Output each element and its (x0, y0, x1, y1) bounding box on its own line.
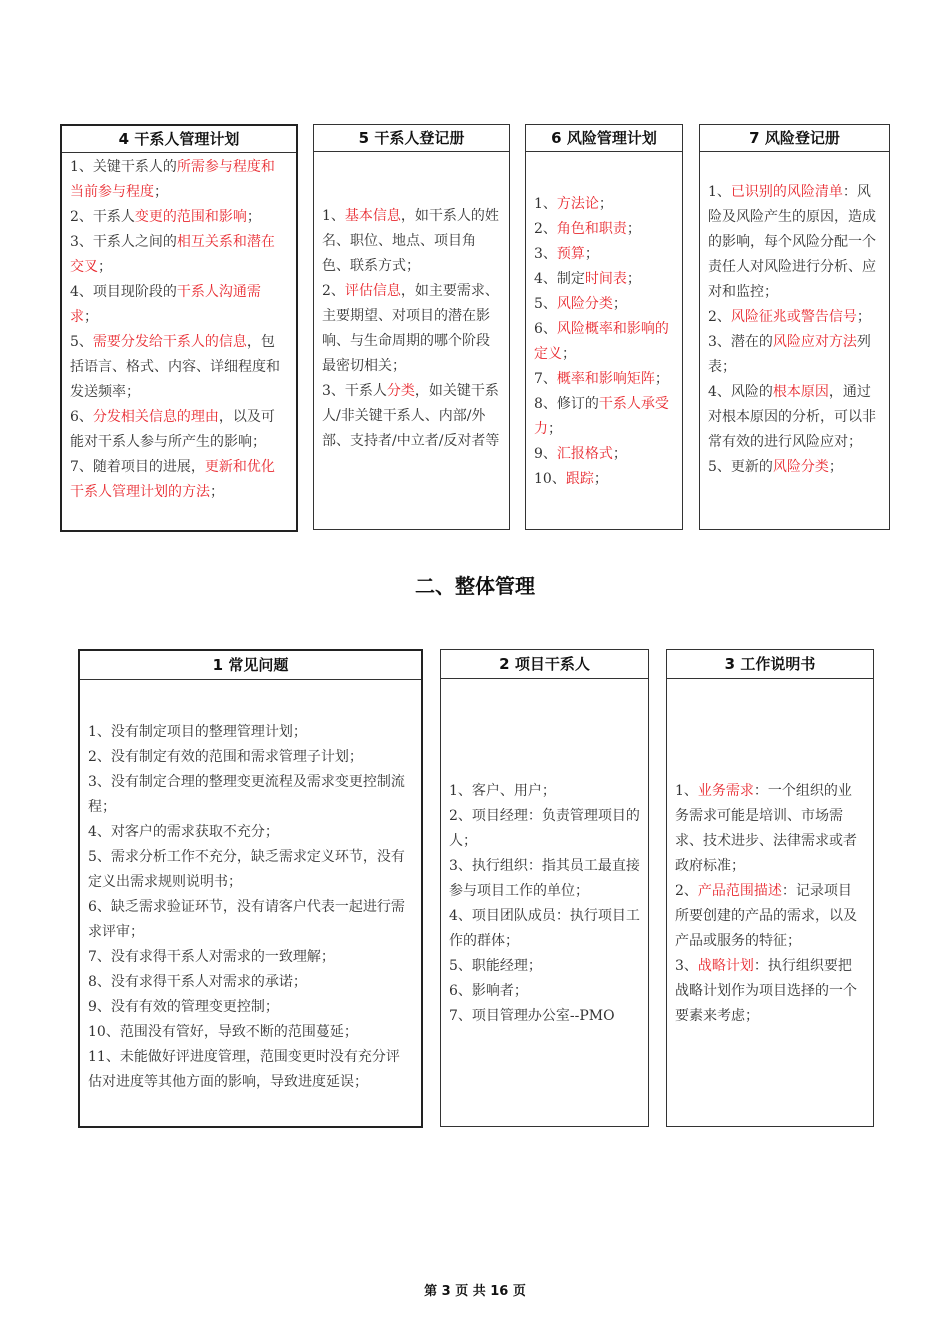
item-text: 列表； (708, 334, 871, 375)
item-text: 3、执行组织：指其员工最直接参与项目工作的单位； (449, 858, 640, 899)
list-item (70, 405, 288, 455)
item-text: ； (626, 271, 641, 287)
highlight-text: 风险分类 (772, 459, 829, 475)
item-text: ； (593, 471, 608, 487)
item-text: 1、 (675, 783, 698, 799)
list-item (70, 205, 288, 230)
item-text: 4、项目现阶段的 (70, 284, 177, 300)
section-title: 二、整体管理 (415, 574, 535, 598)
item-text: 1、 (322, 208, 345, 224)
highlight-text: 基本信息 (344, 208, 401, 224)
item-text: ，通过对根本原因的分析，可以非常有效的进行风险应对； (708, 384, 876, 450)
item-text: ； (562, 346, 576, 362)
item-text: 6、 (534, 321, 557, 337)
risk-register-box (699, 124, 890, 530)
highlight-text: 评估信息 (344, 283, 401, 299)
item-text: 5、更新的 (708, 459, 773, 475)
item-text: ； (98, 259, 112, 275)
highlight-text: 时间表 (584, 271, 627, 287)
highlight-text: 角色和职责 (556, 221, 627, 237)
item-text: ； (828, 459, 843, 475)
item-text: 1、客户、用户； (449, 783, 556, 799)
list-item (534, 242, 674, 267)
item-text: ； (210, 484, 224, 500)
item-text: 3、没有制定合理的整理变更流程及需求变更控制流程； (88, 774, 405, 815)
item-text: ； (626, 221, 641, 237)
highlight-text: 相互关系和潜在交叉 (70, 234, 275, 275)
item-text: ； (584, 246, 599, 262)
item-text: ，包括语言、格式、内容、详细程度和发送频率； (70, 334, 280, 400)
highlight-text: 变更的范围和影响 (134, 209, 247, 225)
item-text: 7、 (534, 371, 557, 387)
box-content (314, 152, 509, 454)
item-text: 4、项目团队成员：执行项目工作的群体； (449, 908, 640, 949)
item-text: 7、项目管理办公室--PMO (449, 1008, 615, 1024)
highlight-text: 干系人承受力 (534, 396, 669, 437)
statement-of-work-box (666, 649, 874, 1127)
box-title: 7 风险登记册 (700, 125, 889, 152)
item-text: 10、 (534, 471, 566, 487)
item-text: 4、对客户的需求获取不充分； (88, 824, 279, 840)
item-text: 5、职能经理； (449, 958, 542, 974)
risk-management-plan-box (525, 124, 683, 530)
list-item (88, 820, 413, 845)
list-item (534, 267, 674, 292)
item-text: 3、干系人 (322, 383, 387, 399)
item-text: 4、风险的 (708, 384, 773, 400)
item-text: 1、关键干系人的 (70, 159, 177, 175)
item-text: 2、 (708, 309, 731, 325)
item-text: ，如干系人的姓名、职位、地点、项目角色、联系方式； (322, 208, 499, 274)
list-item (322, 379, 501, 454)
item-text: 2、项目经理：负责管理项目的人； (449, 808, 640, 849)
item-text: ：记录项目所要创建的产品的需求，以及产品或服务的特征； (675, 883, 857, 949)
item-text: ； (84, 309, 98, 325)
list-item (70, 155, 288, 205)
item-text: ； (612, 446, 627, 462)
highlight-text: 分类 (386, 383, 415, 399)
list-item (88, 945, 413, 970)
item-text: 9、 (534, 446, 557, 462)
item-text: 8、修订的 (534, 396, 599, 412)
list-item (675, 879, 865, 954)
item-text: ：风险及风险产生的原因，造成的影响，每个风险分配一个责任人对风险进行分析、应对和监控； (708, 184, 876, 300)
item-text: 5、 (70, 334, 93, 350)
item-text: 1、没有制定项目的整理管理计划； (88, 724, 307, 740)
list-item (70, 230, 288, 280)
item-text: ； (154, 184, 168, 200)
item-text: 2、 (322, 283, 345, 299)
list-item (449, 954, 640, 979)
highlight-text: 业务需求 (697, 783, 754, 799)
list-item (322, 204, 501, 279)
list-item (88, 970, 413, 995)
box-title: 1 常见问题 (80, 651, 421, 680)
item-text: 7、随着项目的进展， (70, 459, 205, 475)
item-text: 5、 (534, 296, 557, 312)
item-text: 8、没有求得干系人对需求的承诺； (88, 974, 307, 990)
item-text: 3、 (675, 958, 698, 974)
list-item (534, 367, 674, 392)
list-item (88, 895, 413, 945)
list-item (534, 217, 674, 242)
list-item (449, 1004, 640, 1029)
list-item (70, 280, 288, 330)
box-content (62, 153, 296, 505)
list-item (449, 779, 640, 804)
highlight-text: 风险征兆或警告信号 (730, 309, 857, 325)
list-item (88, 845, 413, 895)
list-item (708, 180, 881, 305)
item-text: 2、 (534, 221, 557, 237)
box-title: 2 项目干系人 (441, 650, 648, 679)
list-item (449, 979, 640, 1004)
list-item (449, 904, 640, 954)
item-text: ； (548, 421, 562, 437)
highlight-text: 方法论 (556, 196, 599, 212)
stakeholder-register-box (313, 124, 510, 530)
list-item (534, 467, 674, 492)
item-text: 6、缺乏需求验证环节，没有请客户代表一起进行需求评审； (88, 899, 405, 940)
item-text: ，以及可能对干系人参与所产生的影响； (70, 409, 275, 450)
list-item (88, 995, 413, 1020)
list-item (708, 330, 881, 380)
list-item (88, 720, 413, 745)
highlight-text: 跟踪 (565, 471, 594, 487)
highlight-text: 风险概率和影响的定义 (534, 321, 669, 362)
item-text: 3、干系人之间的 (70, 234, 177, 250)
item-text: 1、 (708, 184, 731, 200)
item-text: ，如关键干系人/非关键干系人、内部/外部、支持者/中立者/反对者等 (322, 383, 500, 449)
list-item (675, 779, 865, 879)
highlight-text: 更新和优化干系人管理计划的方法 (70, 459, 275, 500)
highlight-text: 需要分发给干系人的信息 (92, 334, 247, 350)
item-text: 2、没有制定有效的范围和需求管理子计划； (88, 749, 363, 765)
list-item (534, 192, 674, 217)
item-text: ：执行组织要把战略计划作为项目选择的一个要素来考虑； (675, 958, 857, 1024)
list-item (675, 954, 865, 1029)
list-item (88, 1045, 413, 1095)
item-text: 9、没有有效的管理变更控制； (88, 999, 279, 1015)
list-item (70, 330, 288, 405)
box-content (80, 680, 421, 1095)
item-text: 2、 (675, 883, 698, 899)
highlight-text: 风险应对方法 (772, 334, 857, 350)
item-text: 6、影响者； (449, 983, 528, 999)
highlight-text: 概率和影响矩阵 (556, 371, 655, 387)
highlight-text: 已识别的风险清单 (730, 184, 843, 200)
list-item (708, 380, 881, 455)
list-item (534, 442, 674, 467)
item-text: 6、 (70, 409, 93, 425)
project-stakeholders-box (440, 649, 649, 1127)
item-text: 5、需求分析工作不充分，缺乏需求定义环节，没有定义出需求规则说明书； (88, 849, 405, 890)
item-text: 10、范围没有管好，导致不断的范围蔓延； (88, 1024, 358, 1040)
item-text: ； (598, 196, 613, 212)
list-item (449, 804, 640, 854)
box-content (526, 152, 682, 492)
item-text: 11、未能做好评进度管理，范围变更时没有充分评估对进度等其他方面的影响，导致进度延误； (88, 1049, 400, 1090)
highlight-text: 风险分类 (556, 296, 613, 312)
highlight-text: 产品范围描述 (697, 883, 782, 899)
list-item (534, 317, 674, 367)
highlight-text: 分发相关信息的理由 (92, 409, 219, 425)
item-text: 4、制定 (534, 271, 585, 287)
item-text: ：一个组织的业务需求可能是培训、市场需求、技术进步、法律需求或者政府标准； (675, 783, 857, 874)
item-text: ； (856, 309, 871, 325)
item-text: 1、 (534, 196, 557, 212)
list-item (88, 745, 413, 770)
item-text: 7、没有求得干系人对需求的一致理解； (88, 949, 335, 965)
box-title: 5 干系人登记册 (314, 125, 509, 152)
highlight-text: 所需参与程度和当前参与程度 (70, 159, 275, 200)
box-title: 4 干系人管理计划 (62, 126, 296, 153)
list-item (88, 1020, 413, 1045)
list-item (70, 455, 288, 505)
box-content (700, 152, 889, 480)
list-item (322, 279, 501, 379)
item-text: 2、干系人 (70, 209, 135, 225)
item-text: ； (654, 371, 669, 387)
list-item (449, 854, 640, 904)
item-text: ； (246, 209, 261, 225)
box-content (441, 679, 648, 1029)
stakeholder-management-plan-box (60, 124, 298, 532)
box-content (667, 679, 873, 1029)
list-item (708, 455, 881, 480)
page-footer: 第 3 页 共 16 页 (424, 1284, 526, 1299)
highlight-text: 预算 (556, 246, 585, 262)
common-issues-box (78, 649, 423, 1128)
box-title: 3 工作说明书 (667, 650, 873, 679)
list-item (708, 305, 881, 330)
highlight-text: 干系人沟通需求 (70, 284, 261, 325)
highlight-text: 汇报格式 (556, 446, 613, 462)
highlight-text: 战略计划 (697, 958, 754, 974)
list-item (534, 292, 674, 317)
list-item (534, 392, 674, 442)
highlight-text: 根本原因 (772, 384, 829, 400)
list-item (88, 770, 413, 820)
item-text: 3、潜在的 (708, 334, 773, 350)
box-title: 6 风险管理计划 (526, 125, 682, 152)
item-text: ，如主要需求、主要期望、对项目的潜在影响、与生命周期的哪个阶段最密切相关； (322, 283, 499, 374)
item-text: ； (612, 296, 627, 312)
item-text: 3、 (534, 246, 557, 262)
